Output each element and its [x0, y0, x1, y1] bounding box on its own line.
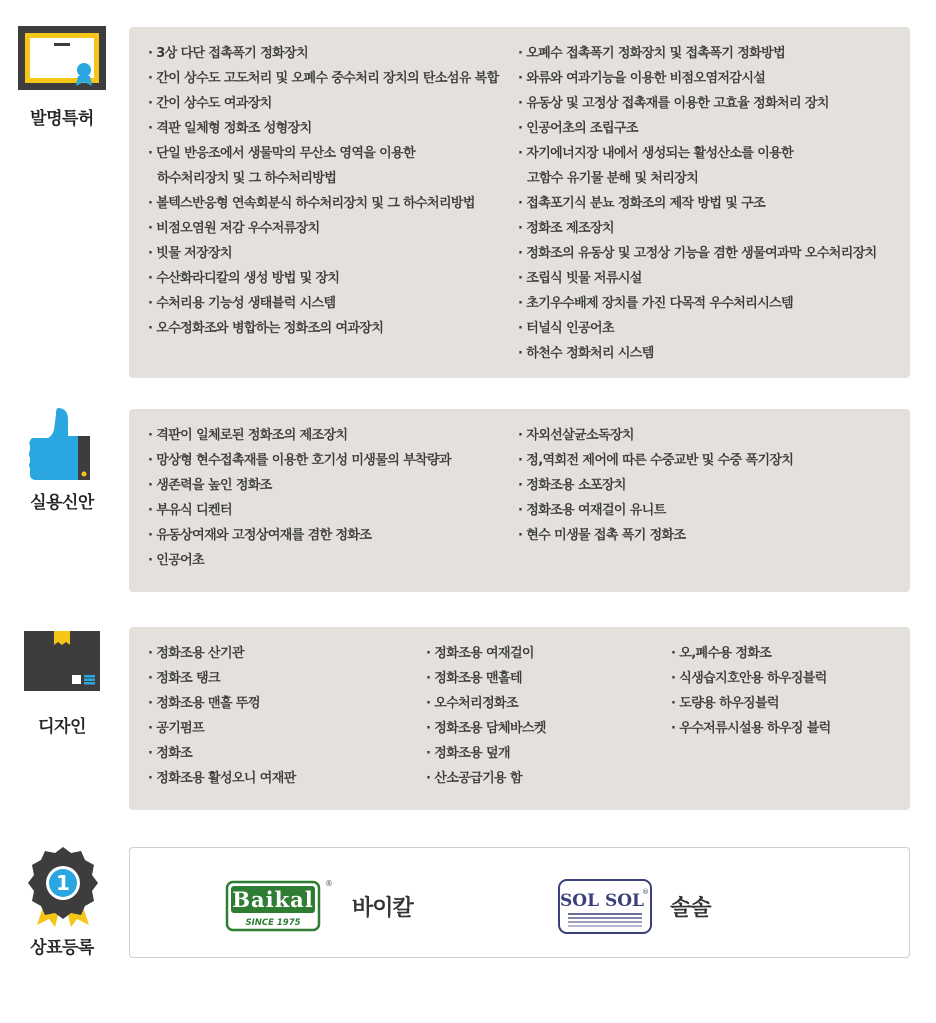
list-item: · 오,폐수용 정화조	[671, 641, 831, 666]
solsol-logo-text: SOL SOL	[560, 891, 644, 911]
solsol-registered-mark: ®	[642, 888, 649, 896]
list-item: · 유동상여재와 고정상여재를 겸한 정화조	[148, 523, 451, 548]
list-item: · 정화조용 여재걸이	[426, 641, 546, 666]
design-col-1	[148, 641, 296, 791]
list-item: · 접촉포기식 분뇨 정화조의 제작 방법 및 구조	[518, 191, 877, 216]
certificate-icon	[18, 26, 106, 90]
list-item: · 격판이 일체로된 정화조의 제조장치	[148, 423, 451, 448]
list-item: · 조립식 빗물 저류시설	[518, 266, 877, 291]
list-item: · 3상 다단 접촉폭기 정화장치	[148, 41, 499, 66]
list-item: 하수처리장치 및 그 하수처리방법	[157, 171, 337, 186]
list-item: · 비점오염원 저감 우수저류장치	[148, 216, 499, 241]
list-item: · 정화조용 소포장치	[518, 473, 793, 498]
list-item: · 공기펌프	[148, 716, 296, 741]
patent-col-left	[148, 41, 499, 341]
list-item: · 격판 일체형 정화조 성형장치	[148, 116, 499, 141]
list-item: · 인공어초의 조립구조	[518, 116, 877, 141]
list-item: · 오수처리정화조	[426, 691, 546, 716]
baikal-logo	[225, 876, 335, 934]
list-item: · 정화조용 산기관	[148, 641, 296, 666]
list-item: · 산소공급기용 함	[426, 766, 546, 791]
list-item: · 정,역회전 제어에 따른 수중교반 및 수중 폭기장치	[518, 448, 793, 473]
section-label-patent: 발명특허	[30, 109, 94, 129]
list-item: · 오수정화조와 병합하는 정화조의 여과장치	[148, 316, 499, 341]
list-item: · 정화조용 활성오니 여재판	[148, 766, 296, 791]
design-col-3	[671, 641, 831, 741]
design-col-2	[426, 641, 546, 791]
section-label-utility: 실용신안	[30, 493, 94, 513]
utility-col-left	[148, 423, 451, 573]
list-item: · 정화조의 유동상 및 고정상 기능을 겸한 생물여과막 오수처리장치	[518, 241, 877, 266]
box-icon	[24, 631, 100, 691]
list-item: · 와류와 여과기능을 이용한 비점오염저감시설	[518, 66, 877, 91]
list-item: · 부유식 디켄터	[148, 498, 451, 523]
list-item: · 식생습지호안용 하우징블럭	[671, 666, 831, 691]
list-item: · 볼텍스반응형 연속회분식 하수처리장치 및 그 하수처리방법	[148, 191, 499, 216]
list-item: · 정화조	[148, 741, 296, 766]
utility-col-right	[518, 423, 793, 548]
list-item: · 생존력을 높인 정화조	[148, 473, 451, 498]
list-item: · 인공어초	[148, 548, 451, 573]
list-item: · 정화조용 담체바스켓	[426, 716, 546, 741]
patent-col-right	[518, 41, 877, 366]
list-item: · 정화조용 여재걸이 유니트	[518, 498, 793, 523]
list-item: · 수산화라디칼의 생성 방법 및 장치	[148, 266, 499, 291]
list-item: · 자외선살균소독장치	[518, 423, 793, 448]
list-item: · 수처리용 기능성 생태블럭 시스템	[148, 291, 499, 316]
list-item: · 망상형 현수접촉재를 이용한 호기성 미생물의 부착량과	[148, 448, 451, 473]
list-item: · 오폐수 접촉폭기 정화장치 및 접촉폭기 정화방법	[518, 41, 877, 66]
list-item: · 단일 반응조에서 생물막의 무산소 영역을 이용한	[148, 141, 499, 166]
list-item: · 간이 상수도 여과장치	[148, 91, 499, 116]
brand-name-baikal: 바이칼	[352, 896, 413, 921]
list-item: · 정화조용 맨홀테	[426, 666, 546, 691]
list-item: · 터널식 인공어초	[518, 316, 877, 341]
list-item: · 빗물 저장장치	[148, 241, 499, 266]
baikal-logo-sub: SINCE 1975	[245, 918, 301, 928]
list-item: 고함수 유기물 분해 및 처리장치	[527, 171, 699, 186]
section-label-design: 디자인	[38, 717, 86, 737]
patent-panel	[129, 27, 910, 378]
badge-number: 1	[56, 871, 70, 895]
list-item: · 정화조 탱크	[148, 666, 296, 691]
list-item: · 정화조 제조장치	[518, 216, 877, 241]
list-item: · 정화조용 맨홀 뚜껑	[148, 691, 296, 716]
list-item: · 정화조용 덮개	[426, 741, 546, 766]
brand-name-solsol: 솔솔	[670, 896, 711, 921]
list-item: · 간이 상수도 고도처리 및 오폐수 중수처리 장치의 탄소섬유 복합	[148, 66, 499, 91]
list-item: · 현수 미생물 접촉 폭기 정화조	[518, 523, 793, 548]
list-item: · 초기우수배제 장치를 가진 다목적 우수처리시스템	[518, 291, 877, 316]
thumbs-up-icon	[28, 408, 92, 482]
baikal-logo-text: Baikal	[232, 887, 314, 912]
section-label-trademark: 상표등록	[30, 938, 94, 958]
utility-panel	[129, 409, 910, 592]
list-item: · 우수저류시설용 하우징 블럭	[671, 716, 831, 741]
list-item: · 유동상 및 고정상 접촉재를 이용한 고효율 정화처리 장치	[518, 91, 877, 116]
trademark-panel	[129, 847, 910, 958]
list-item: · 도량용 하우징블럭	[671, 691, 831, 716]
solsol-logo	[558, 878, 654, 936]
list-item: · 자기에너지장 내에서 생성되는 활성산소를 이용한	[518, 141, 877, 166]
baikal-registered-mark: ®	[325, 879, 333, 888]
award-badge-icon	[27, 847, 99, 927]
design-panel	[129, 627, 910, 810]
list-item: · 하천수 정화처리 시스템	[518, 341, 877, 366]
